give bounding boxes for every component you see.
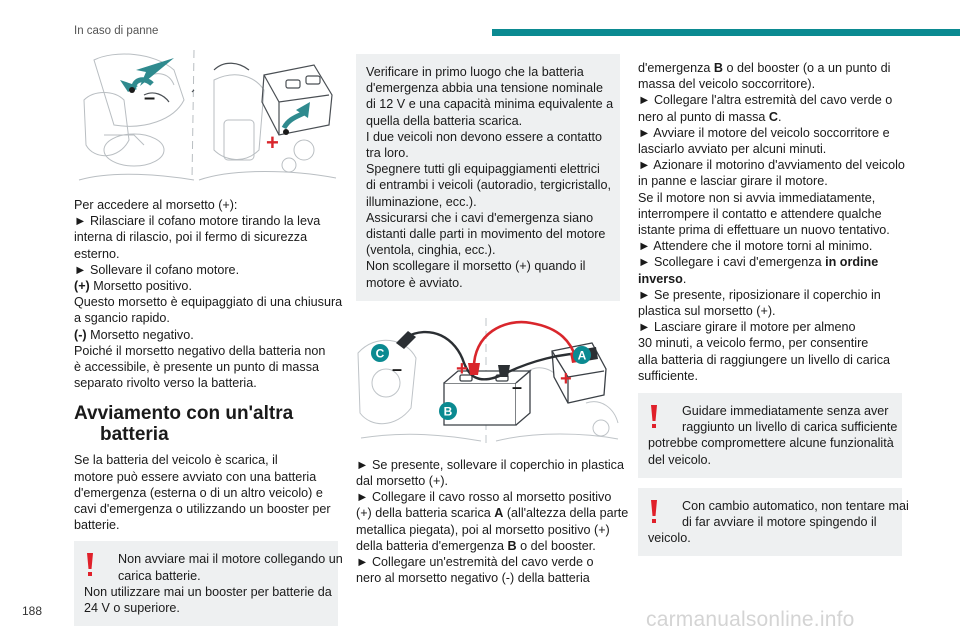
text-line bbox=[356, 505, 629, 521]
text-line: di entrambi i veicoli (autoradio, tergicristallo, bbox=[366, 178, 611, 193]
text-line: (ventola, cinghia, ecc.). bbox=[366, 243, 496, 258]
fig1-plus-label: + bbox=[266, 130, 279, 155]
procedure-continued bbox=[638, 60, 905, 384]
text-line: ► Sollevare il cofano motore. bbox=[74, 262, 240, 277]
text-line: separato rivolto verso la batteria. bbox=[74, 376, 257, 391]
text-line bbox=[638, 60, 902, 76]
text-line: lasciarlo avviato per alcuni minuti. bbox=[638, 142, 827, 157]
callout-b: B bbox=[443, 404, 453, 419]
text-line: Poiché il morsetto negativo della batteria non bbox=[74, 343, 326, 358]
text-fragment: della batteria d'emergenza bbox=[356, 538, 508, 553]
text-line: ► Rilasciare il cofano motore tirando la leva bbox=[74, 214, 321, 229]
text-line: di far avviare il motore spingendo il bbox=[682, 515, 877, 530]
text-line: veicolo. bbox=[648, 531, 691, 546]
text-line: nero al morsetto negativo (-) della batteria bbox=[356, 571, 590, 586]
battery-b-ref: B bbox=[507, 538, 517, 553]
intro-paragraph bbox=[74, 452, 338, 533]
positive-terminal-line bbox=[74, 278, 338, 294]
text-fragment: o del booster (o a un punto di bbox=[723, 61, 891, 75]
text-line: Non avviare mai il motore collegando un bbox=[118, 552, 343, 567]
text-line: Spegnere tutti gli equipaggiamenti elettrici bbox=[366, 162, 600, 177]
battery-a-ref: A bbox=[494, 506, 504, 521]
warning-box bbox=[638, 488, 909, 557]
text-line: ► Collegare il cavo rosso al morsetto positivo bbox=[356, 490, 612, 505]
jump-start-illustration bbox=[356, 313, 620, 447]
text-fragment: o del booster. bbox=[516, 538, 596, 553]
access-instructions bbox=[74, 197, 343, 391]
text-fragment: (all'altezza della parte bbox=[503, 506, 629, 521]
text-line: motore può essere avviato con una batteria bbox=[74, 469, 317, 484]
text-line: ► Azionare il motorino d'avviamento del veicolo bbox=[638, 158, 905, 173]
text-line: ► Collegare l'altra estremità del cavo verde o bbox=[638, 93, 893, 108]
emphasis: in ordine bbox=[825, 255, 879, 270]
text-line: metallica piegata), poi al morsetto positivo (+) bbox=[356, 522, 610, 537]
text-fragment: d'emergenza bbox=[638, 61, 714, 75]
text-line: interrompere il contatto e attendere qualche bbox=[638, 206, 882, 221]
text-line: illuminazione, ecc.). bbox=[366, 194, 477, 209]
text-line: raggiunto un livello di carica sufficiente bbox=[682, 420, 898, 435]
header-section-title: In caso di panne bbox=[74, 25, 159, 37]
connection-steps bbox=[356, 457, 629, 587]
text-line: del veicolo. bbox=[648, 452, 712, 467]
text-line bbox=[356, 538, 620, 554]
fig2-plus-left: + bbox=[456, 357, 468, 380]
positive-text: Morsetto positivo. bbox=[89, 279, 192, 294]
text-line: tra loro. bbox=[366, 146, 409, 161]
text-line: sufficiente. bbox=[638, 368, 698, 383]
section-heading bbox=[74, 403, 338, 445]
text-fragment: nero al punto di massa bbox=[638, 109, 769, 124]
text-line: è accessibile, è presente un punto di massa bbox=[74, 360, 320, 375]
heading-line: Avviamento con un'altra bbox=[74, 403, 294, 425]
text-line: Questo morsetto è equipaggiato di una chiusura bbox=[74, 295, 343, 310]
text-line: plastica sul morsetto (+). bbox=[638, 304, 776, 319]
text-line: Guidare immediatamente senza aver bbox=[682, 404, 889, 419]
text-line: Non scollegare il morsetto (+) quando il bbox=[366, 259, 586, 274]
text-line: Se il motore non si avvia immediatamente, bbox=[638, 190, 876, 205]
text-line: ► Attendere che il motore torni al minimo. bbox=[638, 239, 873, 254]
text-line: Con cambio automatico, non tentare mai bbox=[682, 498, 909, 513]
text-line: 30 minuti, a veicolo fermo, per consentire bbox=[638, 336, 869, 351]
text-line: Verificare in primo luogo che la batteria bbox=[366, 65, 584, 79]
warning-box bbox=[74, 541, 343, 626]
text-line: Assicurarsi che i cavi d'emergenza siano bbox=[366, 210, 594, 225]
text-line: Non utilizzare mai un booster per batterie da bbox=[84, 584, 332, 599]
fig2-plus-right: + bbox=[560, 367, 572, 390]
fig1-minus-label: – bbox=[144, 87, 156, 109]
fig2-minus-mid: – bbox=[512, 376, 523, 397]
prerequisites-note bbox=[356, 54, 620, 301]
callout-a: A bbox=[577, 348, 587, 363]
text-line: Se la batteria del veicolo è scarica, il bbox=[74, 453, 278, 468]
fig2-minus-left: – bbox=[392, 358, 403, 379]
text-line: quella della batteria scarica. bbox=[366, 113, 523, 128]
text-line: potrebbe compromettere alcune funzionalità bbox=[648, 436, 894, 451]
column-middle bbox=[356, 40, 629, 586]
text-line: dal morsetto (+). bbox=[356, 474, 449, 489]
text-line: ► Lasciare girare il motore per almeno bbox=[638, 320, 856, 335]
text-line bbox=[638, 271, 902, 287]
text-line: batterie. bbox=[74, 518, 120, 533]
text-fragment: ► Scollegare i cavi d'emergenza bbox=[638, 255, 826, 270]
text-fragment: . bbox=[778, 109, 782, 124]
text-line: cavi d'emergenza o utilizzando un booster per bbox=[74, 502, 331, 517]
battery-b-ref: B bbox=[713, 61, 724, 75]
text-line: Per accedere al morsetto (+): bbox=[74, 198, 238, 212]
emphasis: inverso bbox=[638, 271, 683, 286]
text-line: ► Collegare un'estremità del cavo verde o bbox=[356, 555, 594, 570]
text-line: esterno. bbox=[74, 246, 120, 261]
text-fragment: . bbox=[682, 271, 687, 286]
negative-terminal-line bbox=[74, 327, 338, 343]
text-line: ► Avviare il motore del veicolo soccorritore e bbox=[638, 125, 890, 140]
text-line: motore è avviato. bbox=[366, 275, 463, 290]
text-line: massa del veicolo soccorritore). bbox=[638, 77, 816, 92]
column-right bbox=[638, 40, 909, 556]
text-line: di 12 V e una capacità minima equivalente a bbox=[366, 97, 614, 112]
exclamation-warning-icon bbox=[650, 405, 658, 429]
text-line bbox=[638, 109, 902, 125]
text-line: d'emergenza abbia una tensione nominale bbox=[366, 81, 603, 96]
page-number: 188 bbox=[22, 604, 43, 618]
text-line: a sgancio rapido. bbox=[74, 311, 170, 326]
text-line: I due veicoli non devono essere a contatto bbox=[366, 129, 602, 144]
watermark: carmanualsonline.info bbox=[646, 608, 855, 631]
text-fragment: (+) della batteria scarica bbox=[356, 506, 495, 521]
exclamation-warning-icon bbox=[86, 553, 94, 577]
engine-bay-illustration bbox=[74, 40, 338, 185]
text-line: carica batterie. bbox=[118, 568, 201, 583]
ground-c-ref: C bbox=[768, 109, 779, 124]
positive-tag: (+) bbox=[74, 279, 90, 294]
text-line: in panne e lasciar girare il motore. bbox=[638, 174, 828, 189]
text-line: ► Se presente, riposizionare il coperchio in bbox=[638, 287, 881, 302]
text-line: distanti dalle parti in movimento del motore bbox=[366, 227, 606, 242]
warning-box bbox=[638, 393, 902, 478]
text-line: d'emergenza (esterna o di un altro veicolo) e bbox=[74, 485, 323, 500]
text-line: 24 V o superiore. bbox=[84, 601, 180, 616]
text-line: istante prima di effettuare un nuovo tentativo. bbox=[638, 223, 890, 238]
negative-tag: (-) bbox=[74, 327, 87, 342]
callout-c: C bbox=[375, 346, 385, 361]
text-line bbox=[638, 254, 902, 270]
negative-text: Morsetto negativo. bbox=[86, 327, 194, 342]
heading-line: batteria bbox=[100, 424, 169, 446]
text-line: interna di rilascio, poi il fermo di sicurezza bbox=[74, 230, 308, 245]
text-line: alla batteria di raggiungere un livello di carica bbox=[638, 352, 891, 367]
text-line: ► Se presente, sollevare il coperchio in plastica bbox=[356, 457, 624, 472]
column-left bbox=[74, 40, 343, 626]
exclamation-warning-icon bbox=[650, 500, 658, 524]
header-accent-bar bbox=[492, 29, 960, 36]
